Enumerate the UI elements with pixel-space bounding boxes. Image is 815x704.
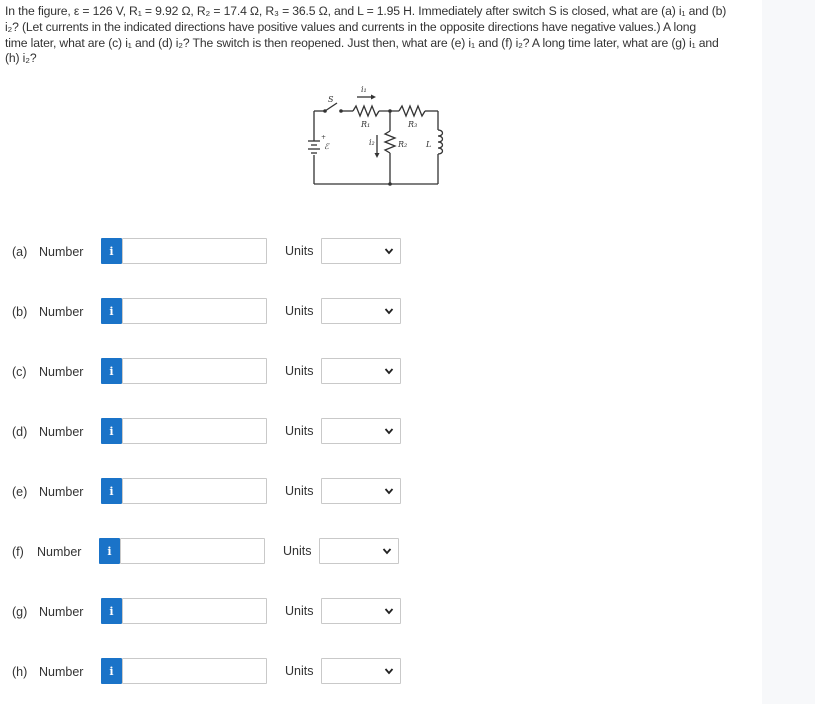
part-label: (a)	[12, 245, 28, 259]
answer-row	[0, 238, 762, 268]
label-r3: R₃	[408, 120, 418, 129]
units-dropdown[interactable]	[321, 598, 401, 624]
units-dropdown[interactable]	[321, 298, 401, 324]
question-line-3: time later, what are (c) i₁ and (d) i₂? The switch is then reopened. Just then, what are (e) i₁ and (f) i₂? A long time later, what are (g) i₁ and	[5, 35, 719, 50]
units-label: Units	[285, 664, 314, 678]
number-label: Number	[39, 425, 84, 439]
part-label: (e)	[12, 485, 28, 499]
number-label: Number	[39, 605, 84, 619]
info-button[interactable]	[99, 538, 120, 564]
chevron-down-icon	[384, 246, 394, 256]
chevron-down-icon	[384, 366, 394, 376]
answer-row	[0, 358, 762, 388]
circuit-diagram	[305, 85, 455, 190]
info-icon: i	[109, 664, 114, 678]
part-label: (f)	[12, 545, 24, 559]
question-text	[5, 4, 757, 67]
number-input[interactable]	[122, 418, 267, 444]
part-label: (d)	[12, 425, 28, 439]
label-plus: +	[321, 134, 327, 141]
number-input[interactable]	[122, 238, 267, 264]
label-r2: R₂	[398, 140, 408, 149]
label-switch: S	[328, 95, 334, 104]
number-input[interactable]	[122, 358, 267, 384]
info-icon: i	[107, 544, 112, 558]
number-input[interactable]	[122, 298, 267, 324]
units-label: Units	[285, 304, 314, 318]
part-label: (c)	[12, 365, 27, 379]
number-input[interactable]	[122, 478, 267, 504]
number-input[interactable]	[122, 598, 267, 624]
label-i2: i₂	[369, 138, 375, 147]
chevron-down-icon	[384, 666, 394, 676]
number-label: Number	[37, 545, 82, 559]
label-emf: ℰ	[324, 142, 329, 151]
number-label: Number	[39, 305, 84, 319]
units-dropdown[interactable]	[321, 358, 401, 384]
info-icon: i	[109, 484, 114, 498]
answer-row	[0, 478, 762, 508]
info-button[interactable]	[101, 358, 122, 384]
part-label: (b)	[12, 305, 28, 319]
chevron-down-icon	[382, 546, 392, 556]
info-icon: i	[109, 604, 114, 618]
number-label: Number	[39, 245, 84, 259]
units-dropdown[interactable]	[321, 478, 401, 504]
part-label: (g)	[12, 605, 28, 619]
number-label: Number	[39, 485, 84, 499]
units-label: Units	[285, 244, 314, 258]
info-button[interactable]	[101, 298, 122, 324]
units-dropdown[interactable]	[321, 418, 401, 444]
chevron-down-icon	[384, 426, 394, 436]
units-label: Units	[283, 544, 312, 558]
label-r1: R₁	[361, 120, 371, 129]
question-line-4: (h) i₂?	[5, 51, 37, 66]
units-label: Units	[285, 364, 314, 378]
answer-row	[0, 418, 762, 448]
part-label: (h)	[12, 665, 28, 679]
info-icon: i	[109, 364, 114, 378]
info-button[interactable]	[101, 658, 122, 684]
question-line-1: In the figure, ε = 126 V, R₁ = 9.92 Ω, R₂ = 17.4 Ω, R₃ = 36.5 Ω, and L = 1.95 H. Immediately after switch S is closed, what are (a) i₁ and (b)	[5, 4, 727, 18]
number-label: Number	[39, 665, 84, 679]
chevron-down-icon	[384, 306, 394, 316]
units-dropdown[interactable]	[321, 238, 401, 264]
info-icon: i	[109, 424, 114, 438]
info-button[interactable]	[101, 478, 122, 504]
circuit-figure	[305, 85, 455, 190]
info-button[interactable]	[101, 418, 122, 444]
number-input[interactable]	[122, 658, 267, 684]
info-icon: i	[109, 244, 114, 258]
label-inductor: L	[426, 140, 432, 149]
number-input[interactable]	[120, 538, 265, 564]
chevron-down-icon	[384, 486, 394, 496]
number-label: Number	[39, 365, 84, 379]
chevron-down-icon	[384, 606, 394, 616]
right-side-panel	[762, 0, 815, 704]
answer-row	[0, 598, 762, 628]
answer-row	[0, 538, 762, 568]
label-i1: i₁	[361, 85, 367, 94]
units-dropdown[interactable]	[321, 658, 401, 684]
info-button[interactable]	[101, 598, 122, 624]
units-dropdown[interactable]	[319, 538, 399, 564]
info-button[interactable]	[101, 238, 122, 264]
info-icon: i	[109, 304, 114, 318]
answer-row	[0, 658, 762, 688]
units-label: Units	[285, 604, 314, 618]
question-line-2: i₂? (Let currents in the indicated directions have positive values and currents in the opposite directions have negative values.) A long	[5, 19, 696, 34]
answer-row	[0, 298, 762, 328]
units-label: Units	[285, 424, 314, 438]
units-label: Units	[285, 484, 314, 498]
